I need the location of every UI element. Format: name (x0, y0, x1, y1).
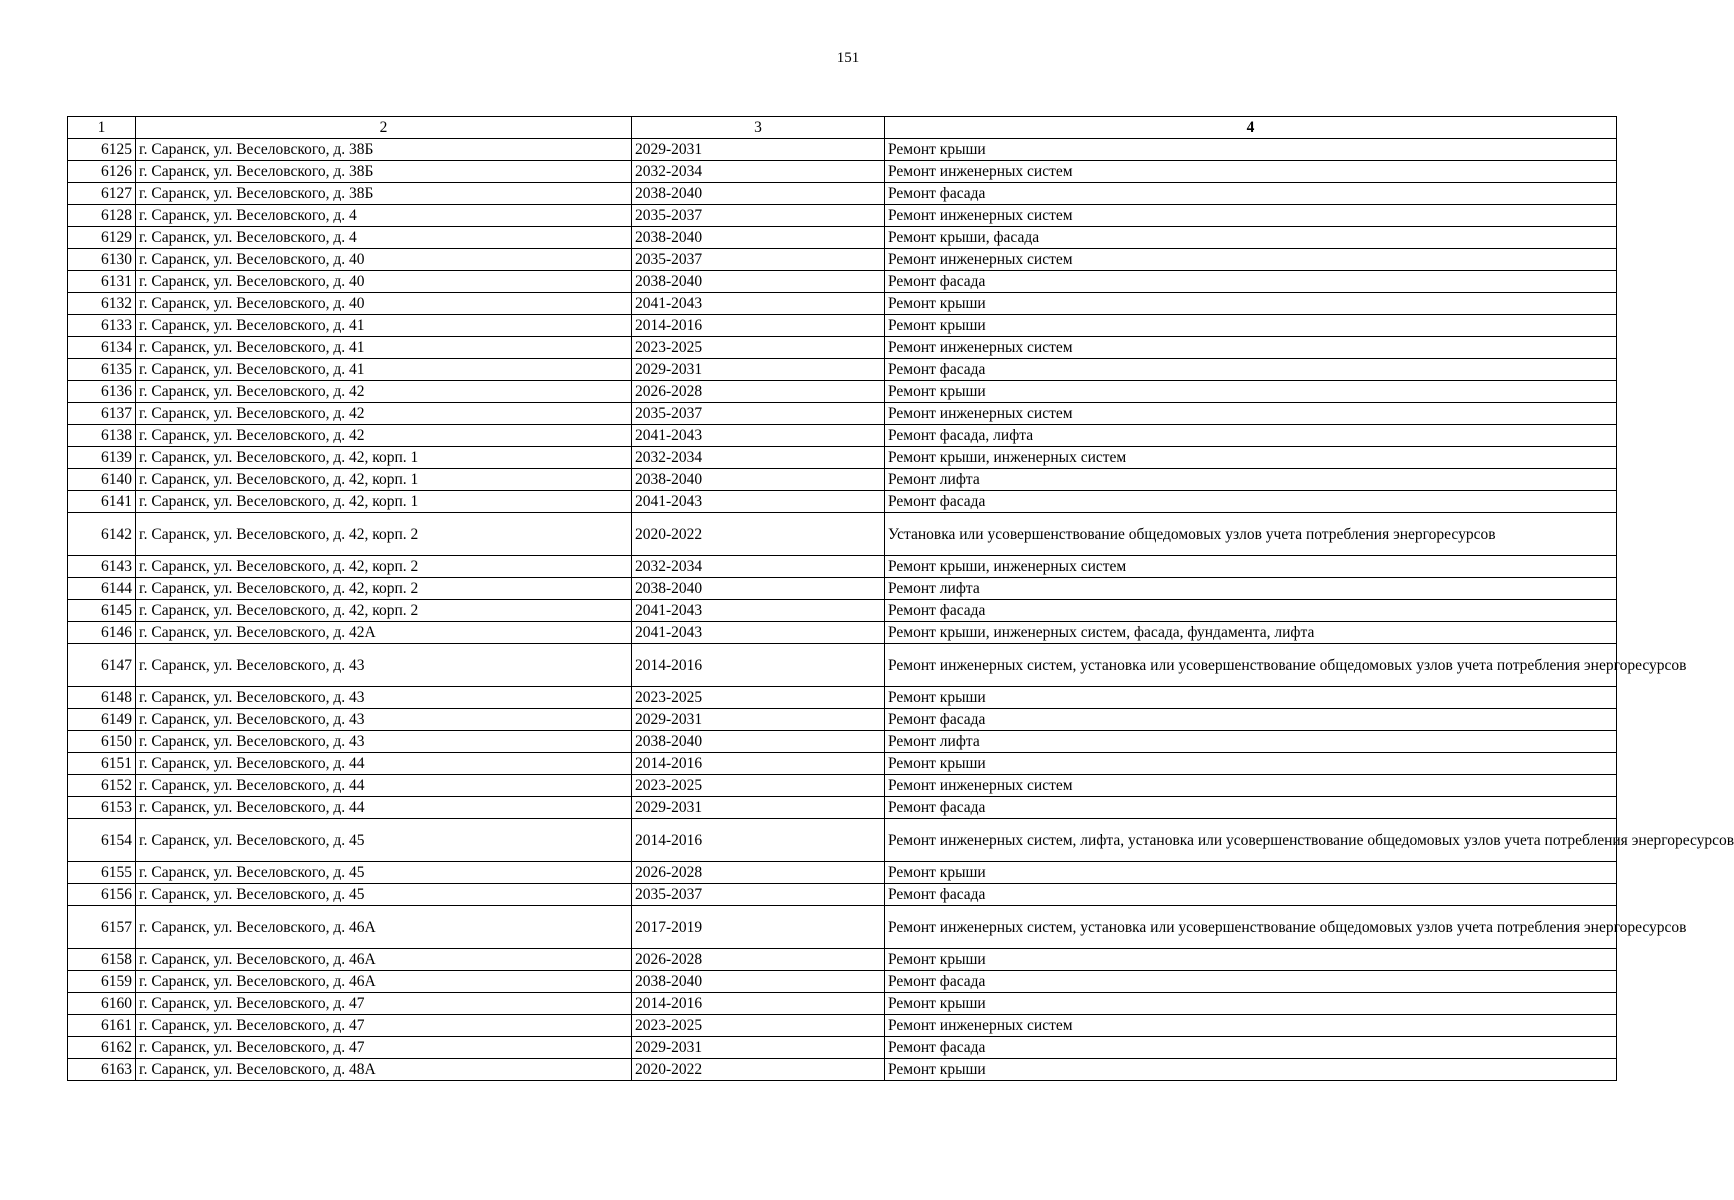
table-row (68, 315, 1617, 337)
work-type-cell: Установка или усовершенствование общедомовых узлов учета потребления энергоресурсов (885, 513, 1617, 556)
address-cell: г. Саранск, ул. Веселовского, д. 45 (136, 884, 632, 906)
address-cell: г. Саранск, ул. Веселовского, д. 41 (136, 337, 632, 359)
table-row (68, 687, 1617, 709)
years-cell: 2035-2037 (632, 403, 885, 425)
work-type-cell: Ремонт инженерных систем (885, 775, 1617, 797)
row-number-cell: 6151 (68, 753, 136, 775)
work-type-cell: Ремонт крыши (885, 753, 1617, 775)
address-cell: г. Саранск, ул. Веселовского, д. 40 (136, 293, 632, 315)
years-cell: 2029-2031 (632, 139, 885, 161)
table-row (68, 622, 1617, 644)
address-cell: г. Саранск, ул. Веселовского, д. 43 (136, 644, 632, 687)
work-type-cell: Ремонт фасада (885, 491, 1617, 513)
table-row (68, 993, 1617, 1015)
years-cell: 2038-2040 (632, 971, 885, 993)
row-number-cell: 6125 (68, 139, 136, 161)
row-number-cell: 6150 (68, 731, 136, 753)
table-row (68, 513, 1617, 556)
table-row (68, 183, 1617, 205)
table-body (68, 139, 1734, 1081)
table-row (68, 227, 1617, 249)
address-cell: г. Саранск, ул. Веселовского, д. 42 (136, 425, 632, 447)
years-cell: 2038-2040 (632, 578, 885, 600)
table-row (68, 819, 1617, 862)
address-cell: г. Саранск, ул. Веселовского, д. 42, корп. 1 (136, 469, 632, 491)
row-number-cell: 6134 (68, 337, 136, 359)
row-number-cell: 6159 (68, 971, 136, 993)
row-number-cell: 6127 (68, 183, 136, 205)
years-cell: 2026-2028 (632, 949, 885, 971)
table-row (68, 447, 1617, 469)
table-row (68, 709, 1617, 731)
table-row (68, 249, 1617, 271)
table-row (68, 884, 1617, 906)
years-cell: 2041-2043 (632, 491, 885, 513)
table-row (68, 797, 1617, 819)
years-cell: 2032-2034 (632, 556, 885, 578)
work-type-cell: Ремонт фасада (885, 797, 1617, 819)
address-cell: г. Саранск, ул. Веселовского, д. 44 (136, 797, 632, 819)
years-cell: 2038-2040 (632, 731, 885, 753)
address-cell: г. Саранск, ул. Веселовского, д. 43 (136, 687, 632, 709)
work-type-cell: Ремонт крыши, инженерных систем (885, 556, 1617, 578)
row-number-cell: 6147 (68, 644, 136, 687)
work-type-cell: Ремонт инженерных систем, установка или усовершенствование общедомовых узлов учета потребления энергоресурсов (885, 906, 1617, 949)
years-cell: 2020-2022 (632, 513, 885, 556)
row-number-cell: 6133 (68, 315, 136, 337)
years-cell: 2038-2040 (632, 271, 885, 293)
years-cell: 2035-2037 (632, 205, 885, 227)
work-type-cell: Ремонт фасада (885, 709, 1617, 731)
header-col-4: 4 (885, 117, 1617, 139)
address-cell: г. Саранск, ул. Веселовского, д. 46А (136, 971, 632, 993)
table-row (68, 1015, 1617, 1037)
years-cell: 2035-2037 (632, 884, 885, 906)
address-cell: г. Саранск, ул. Веселовского, д. 42А (136, 622, 632, 644)
row-number-cell: 6128 (68, 205, 136, 227)
address-cell: г. Саранск, ул. Веселовского, д. 4 (136, 227, 632, 249)
address-cell: г. Саранск, ул. Веселовского, д. 43 (136, 731, 632, 753)
table-row (68, 205, 1617, 227)
row-number-cell: 6158 (68, 949, 136, 971)
table-row (68, 381, 1617, 403)
work-type-cell: Ремонт лифта (885, 731, 1617, 753)
table-row (68, 578, 1617, 600)
address-cell: г. Саранск, ул. Веселовского, д. 38Б (136, 161, 632, 183)
work-type-cell: Ремонт крыши (885, 293, 1617, 315)
table-row (68, 949, 1617, 971)
work-type-cell: Ремонт фасада (885, 271, 1617, 293)
work-type-cell: Ремонт инженерных систем (885, 1015, 1617, 1037)
table-row (68, 425, 1617, 447)
address-cell: г. Саранск, ул. Веселовского, д. 47 (136, 993, 632, 1015)
years-cell: 2014-2016 (632, 993, 885, 1015)
table-row (68, 271, 1617, 293)
row-number-cell: 6131 (68, 271, 136, 293)
years-cell: 2041-2043 (632, 425, 885, 447)
address-cell: г. Саранск, ул. Веселовского, д. 41 (136, 315, 632, 337)
work-type-cell: Ремонт инженерных систем (885, 337, 1617, 359)
address-cell: г. Саранск, ул. Веселовского, д. 41 (136, 359, 632, 381)
row-number-cell: 6148 (68, 687, 136, 709)
work-type-cell: Ремонт крыши (885, 993, 1617, 1015)
row-number-cell: 6130 (68, 249, 136, 271)
years-cell: 2017-2019 (632, 906, 885, 949)
row-number-cell: 6146 (68, 622, 136, 644)
table-row (68, 971, 1617, 993)
table-row (68, 775, 1617, 797)
years-cell: 2023-2025 (632, 775, 885, 797)
work-type-cell: Ремонт крыши (885, 687, 1617, 709)
years-cell: 2026-2028 (632, 381, 885, 403)
address-cell: г. Саранск, ул. Веселовского, д. 4 (136, 205, 632, 227)
work-type-cell: Ремонт фасада (885, 600, 1617, 622)
work-type-cell: Ремонт крыши (885, 862, 1617, 884)
years-cell: 2038-2040 (632, 227, 885, 249)
table-row (68, 469, 1617, 491)
row-number-cell: 6139 (68, 447, 136, 469)
work-type-cell: Ремонт фасада (885, 359, 1617, 381)
table-row (68, 491, 1617, 513)
address-cell: г. Саранск, ул. Веселовского, д. 38Б (136, 183, 632, 205)
row-number-cell: 6142 (68, 513, 136, 556)
row-number-cell: 6129 (68, 227, 136, 249)
row-number-cell: 6137 (68, 403, 136, 425)
work-type-cell: Ремонт фасада (885, 971, 1617, 993)
header-col-2: 2 (136, 117, 632, 139)
years-cell: 2020-2022 (632, 1059, 885, 1081)
row-number-cell: 6141 (68, 491, 136, 513)
work-type-cell: Ремонт инженерных систем, установка или усовершенствование общедомовых узлов учета потребления энергоресурсов (885, 644, 1617, 687)
years-cell: 2014-2016 (632, 315, 885, 337)
table-row (68, 161, 1617, 183)
row-number-cell: 6132 (68, 293, 136, 315)
years-cell: 2041-2043 (632, 600, 885, 622)
address-cell: г. Саранск, ул. Веселовского, д. 47 (136, 1015, 632, 1037)
address-cell: г. Саранск, ул. Веселовского, д. 48А (136, 1059, 632, 1081)
table-row (68, 906, 1617, 949)
address-cell: г. Саранск, ул. Веселовского, д. 47 (136, 1037, 632, 1059)
row-number-cell: 6163 (68, 1059, 136, 1081)
work-type-cell: Ремонт крыши (885, 315, 1617, 337)
row-number-cell: 6162 (68, 1037, 136, 1059)
table-row (68, 403, 1617, 425)
address-cell: г. Саранск, ул. Веселовского, д. 38Б (136, 139, 632, 161)
years-cell: 2029-2031 (632, 709, 885, 731)
header-col-1: 1 (68, 117, 136, 139)
years-cell: 2038-2040 (632, 469, 885, 491)
row-number-cell: 6156 (68, 884, 136, 906)
address-cell: г. Саранск, ул. Веселовского, д. 42, корп. 2 (136, 578, 632, 600)
years-cell: 2038-2040 (632, 183, 885, 205)
years-cell: 2023-2025 (632, 337, 885, 359)
work-type-cell: Ремонт крыши, фасада (885, 227, 1617, 249)
address-cell: г. Саранск, ул. Веселовского, д. 40 (136, 249, 632, 271)
row-number-cell: 6160 (68, 993, 136, 1015)
years-cell: 2026-2028 (632, 862, 885, 884)
address-cell: г. Саранск, ул. Веселовского, д. 42 (136, 403, 632, 425)
address-cell: г. Саранск, ул. Веселовского, д. 42, корп. 1 (136, 447, 632, 469)
work-type-cell: Ремонт крыши, инженерных систем, фасада, фундамента, лифта (885, 622, 1617, 644)
table-row (68, 753, 1617, 775)
table-row (68, 1059, 1617, 1081)
row-number-cell: 6144 (68, 578, 136, 600)
table-row (68, 644, 1617, 687)
work-type-cell: Ремонт фасада (885, 1037, 1617, 1059)
years-cell: 2014-2016 (632, 819, 885, 862)
row-number-cell: 6153 (68, 797, 136, 819)
row-number-cell: 6140 (68, 469, 136, 491)
years-cell: 2029-2031 (632, 359, 885, 381)
work-type-cell: Ремонт фасада, лифта (885, 425, 1617, 447)
address-cell: г. Саранск, ул. Веселовского, д. 46А (136, 949, 632, 971)
years-cell: 2023-2025 (632, 1015, 885, 1037)
header-row (68, 117, 1617, 139)
row-number-cell: 6155 (68, 862, 136, 884)
address-cell: г. Саранск, ул. Веселовского, д. 40 (136, 271, 632, 293)
work-type-cell: Ремонт инженерных систем (885, 205, 1617, 227)
years-cell: 2029-2031 (632, 797, 885, 819)
address-cell: г. Саранск, ул. Веселовского, д. 44 (136, 753, 632, 775)
table-row (68, 862, 1617, 884)
page-number: 151 (836, 50, 860, 66)
table-row (68, 600, 1617, 622)
row-number-cell: 6145 (68, 600, 136, 622)
work-type-cell: Ремонт крыши (885, 139, 1617, 161)
address-cell: г. Саранск, ул. Веселовского, д. 42, корп. 2 (136, 556, 632, 578)
years-cell: 2035-2037 (632, 249, 885, 271)
row-number-cell: 6143 (68, 556, 136, 578)
years-cell: 2032-2034 (632, 447, 885, 469)
years-cell: 2029-2031 (632, 1037, 885, 1059)
years-cell: 2014-2016 (632, 753, 885, 775)
table-header (68, 117, 1617, 139)
work-type-cell: Ремонт крыши (885, 381, 1617, 403)
work-type-cell: Ремонт фасада (885, 884, 1617, 906)
years-cell: 2014-2016 (632, 644, 885, 687)
address-cell: г. Саранск, ул. Веселовского, д. 43 (136, 709, 632, 731)
table-row (68, 731, 1617, 753)
table-row (68, 139, 1617, 161)
work-type-cell: Ремонт инженерных систем, лифта, установка или усовершенствование общедомовых узлов учета потребления энергоресурсов (885, 819, 1617, 862)
address-cell: г. Саранск, ул. Веселовского, д. 42, корп. 2 (136, 600, 632, 622)
years-cell: 2023-2025 (632, 687, 885, 709)
repair-schedule-table (67, 116, 1734, 1081)
table-row (68, 337, 1617, 359)
address-cell: г. Саранск, ул. Веселовского, д. 44 (136, 775, 632, 797)
address-cell: г. Саранск, ул. Веселовского, д. 45 (136, 819, 632, 862)
address-cell: г. Саранск, ул. Веселовского, д. 45 (136, 862, 632, 884)
work-type-cell: Ремонт лифта (885, 469, 1617, 491)
years-cell: 2041-2043 (632, 293, 885, 315)
work-type-cell: Ремонт инженерных систем (885, 403, 1617, 425)
work-type-cell: Ремонт крыши, инженерных систем (885, 447, 1617, 469)
row-number-cell: 6157 (68, 906, 136, 949)
row-number-cell: 6135 (68, 359, 136, 381)
work-type-cell: Ремонт крыши (885, 1059, 1617, 1081)
years-cell: 2032-2034 (632, 161, 885, 183)
row-number-cell: 6154 (68, 819, 136, 862)
work-type-cell: Ремонт фасада (885, 183, 1617, 205)
row-number-cell: 6136 (68, 381, 136, 403)
row-number-cell: 6149 (68, 709, 136, 731)
header-col-3: 3 (632, 117, 885, 139)
address-cell: г. Саранск, ул. Веселовского, д. 42 (136, 381, 632, 403)
address-cell: г. Саранск, ул. Веселовского, д. 42, корп. 2 (136, 513, 632, 556)
address-cell: г. Саранск, ул. Веселовского, д. 42, корп. 1 (136, 491, 632, 513)
table-row (68, 556, 1617, 578)
years-cell: 2041-2043 (632, 622, 885, 644)
table-row (68, 293, 1617, 315)
row-number-cell: 6138 (68, 425, 136, 447)
row-number-cell: 6126 (68, 161, 136, 183)
table-row (68, 1037, 1617, 1059)
row-number-cell: 6152 (68, 775, 136, 797)
address-cell: г. Саранск, ул. Веселовского, д. 46А (136, 906, 632, 949)
table-row (68, 359, 1617, 381)
row-number-cell: 6161 (68, 1015, 136, 1037)
work-type-cell: Ремонт инженерных систем (885, 161, 1617, 183)
work-type-cell: Ремонт инженерных систем (885, 249, 1617, 271)
work-type-cell: Ремонт лифта (885, 578, 1617, 600)
work-type-cell: Ремонт крыши (885, 949, 1617, 971)
